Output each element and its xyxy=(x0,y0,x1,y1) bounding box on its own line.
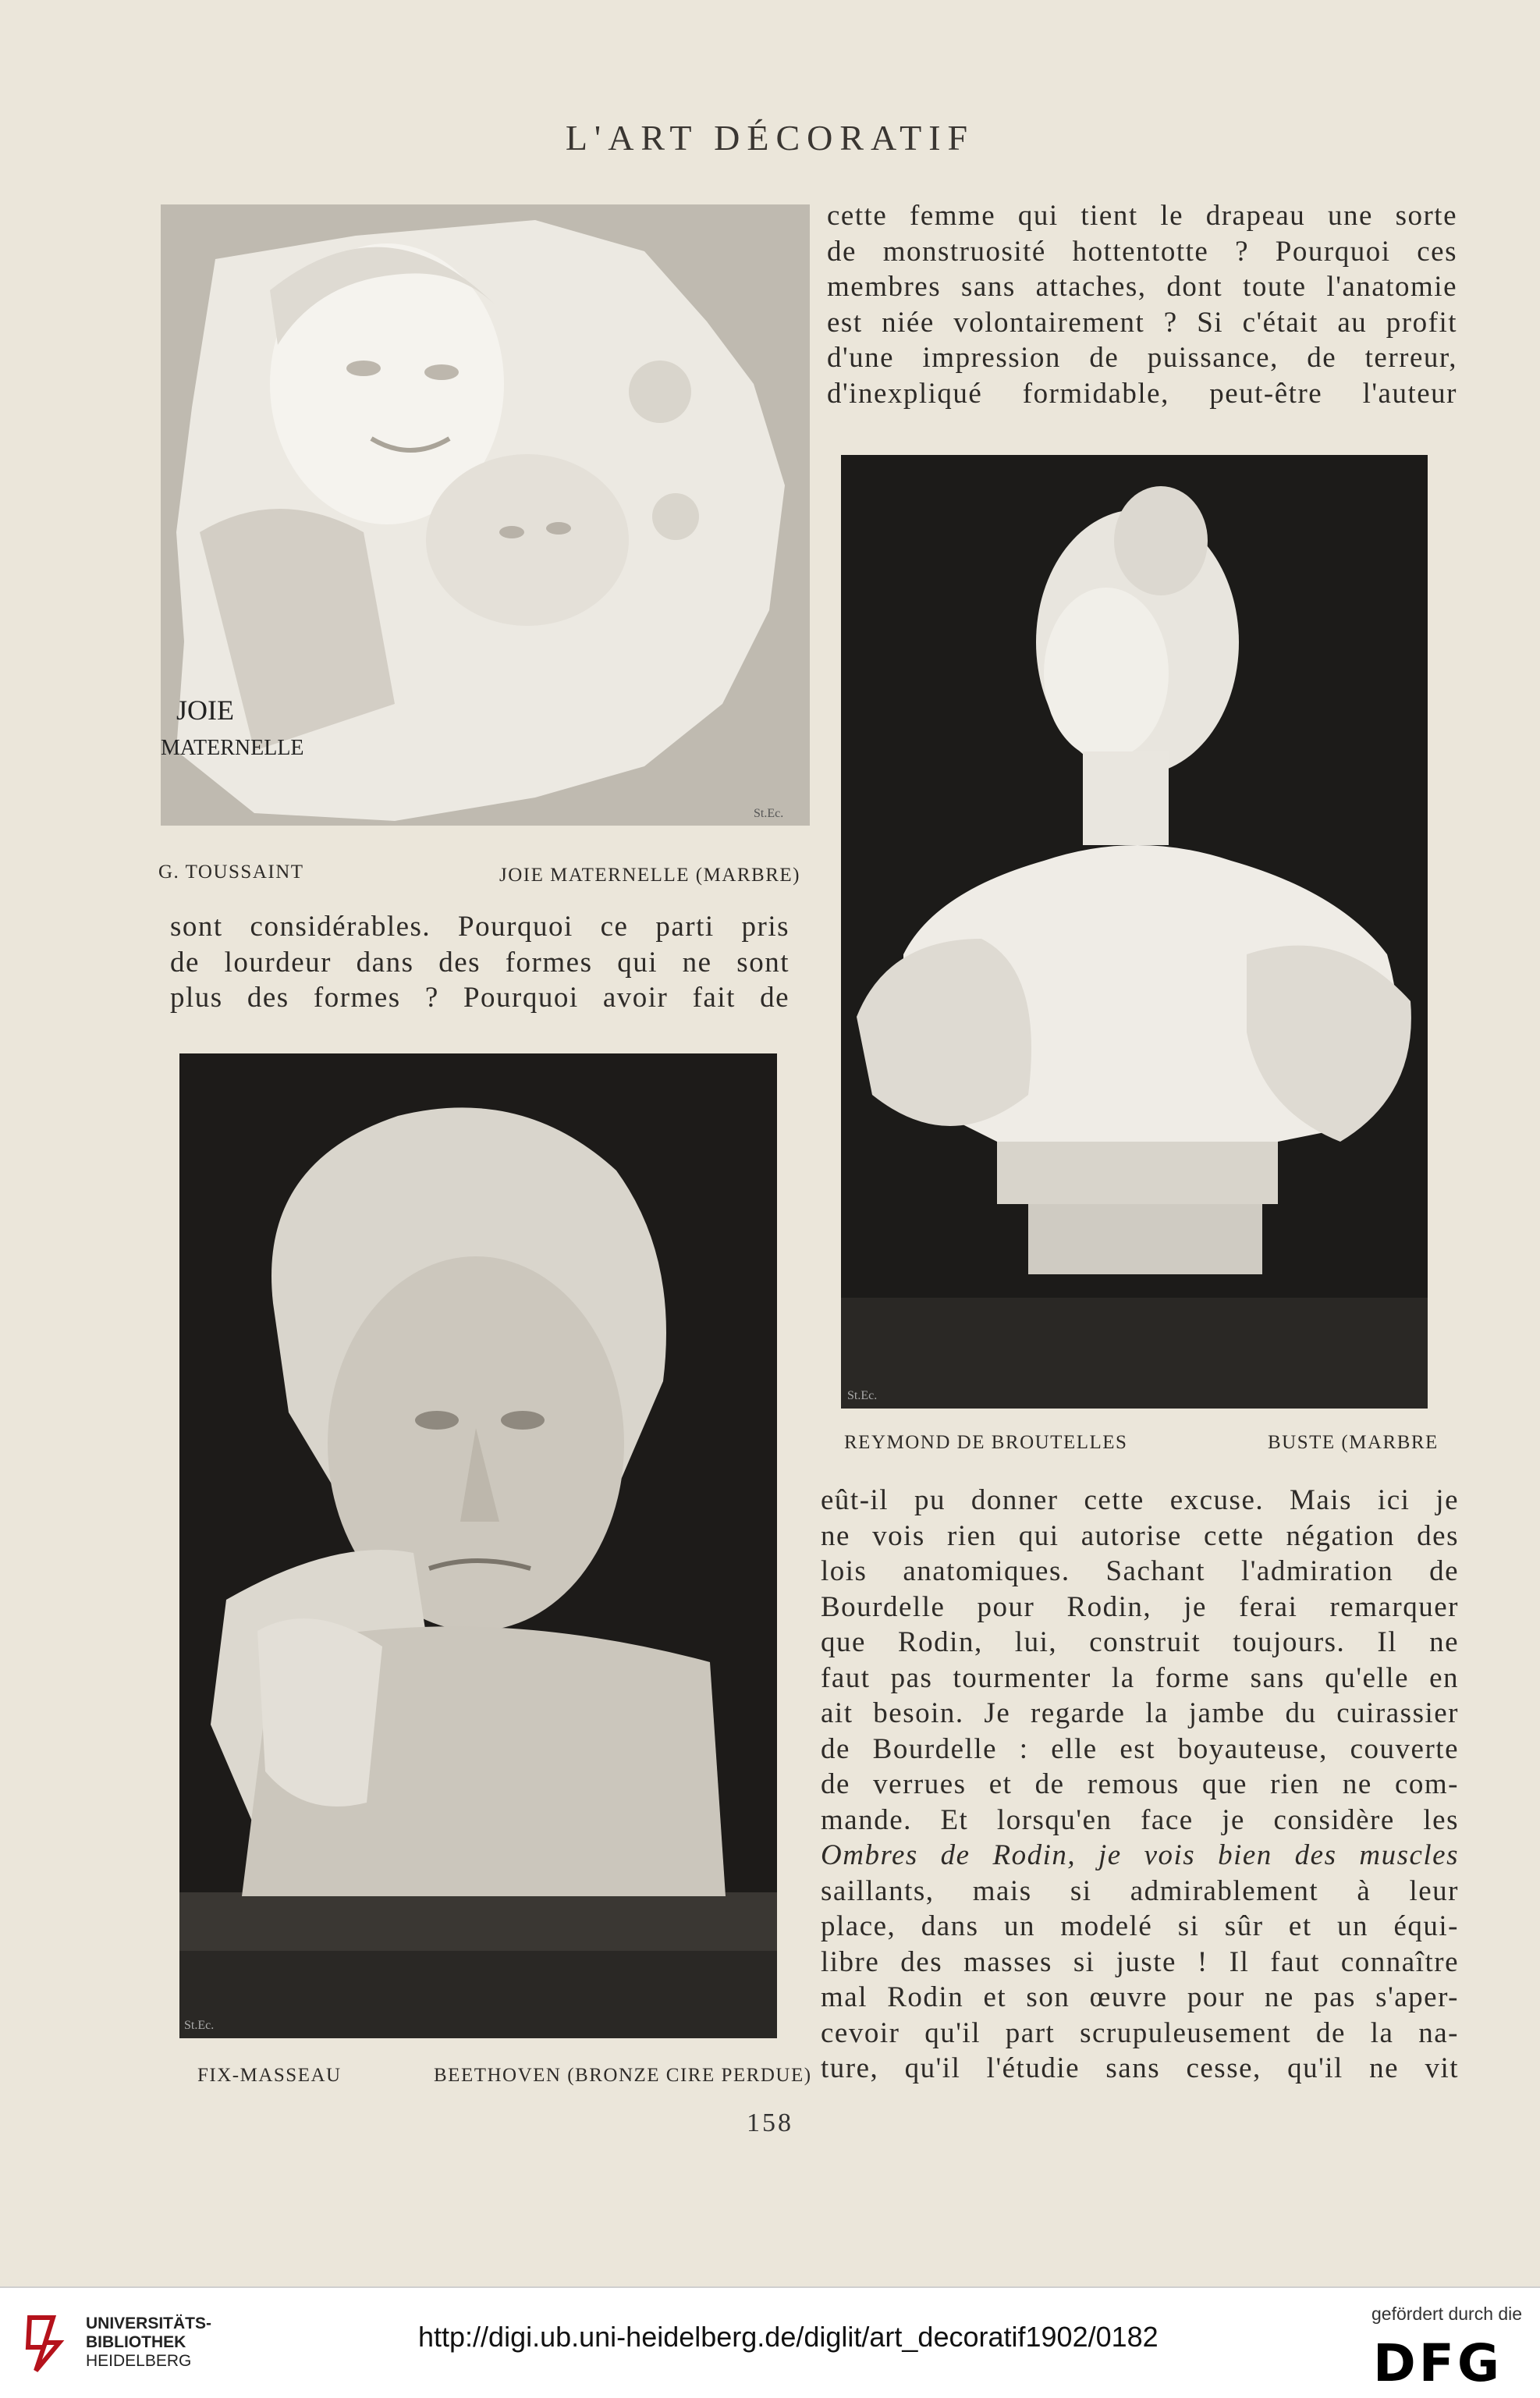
inscription-maternelle: MATERNELLE xyxy=(161,736,304,760)
text-line: cette femme qui tient le drapeau une sorte xyxy=(827,200,1457,232)
text-line: est niée volontairement ? Si c'était au profit xyxy=(827,306,1457,339)
text-line: Ombres de Rodin, je vois bien des muscles xyxy=(821,1839,1459,1871)
library-name-line: UNIVERSITÄTS- xyxy=(86,2315,212,2332)
photo-buste xyxy=(841,455,1428,1409)
text-line: libre des masses si juste ! Il faut connaître xyxy=(821,1945,1459,1978)
photo-beethoven xyxy=(179,1053,777,2038)
caption-artist-fixmasseau: FIX-MASSEAU xyxy=(197,2065,342,2086)
caption-title-buste: BUSTE (MARBRE xyxy=(1268,1432,1439,1453)
text-line: ait besoin. Je regarde la jambe du cuirassier xyxy=(821,1697,1459,1729)
engraver-signature: St.Ec. xyxy=(184,2019,215,2032)
digitization-footer xyxy=(0,2286,1540,2398)
text-line: de lourdeur dans des formes qui ne sont xyxy=(170,946,790,979)
text-line: faut pas tourmenter la forme sans qu'elle en xyxy=(821,1661,1459,1694)
text-line: eût-il pu donner cette excuse. Mais ici je xyxy=(821,1484,1459,1516)
text-line: de Bourdelle : elle est boyauteuse, couverte xyxy=(821,1732,1459,1765)
text-line: mal Rodin et son œuvre pour ne pas s'aper- xyxy=(821,1981,1459,2013)
text-right-bottom xyxy=(821,1483,1459,2087)
text-line: mande. Et lorsqu'en face je considère les xyxy=(821,1803,1459,1836)
caption-artist-broutelles: REYMOND DE BROUTELLES xyxy=(844,1432,1128,1453)
text-line: ture, qu'il l'étudie sans cesse, qu'il ne vit xyxy=(821,2052,1459,2084)
photo-joie-maternelle xyxy=(161,204,810,826)
library-name-line: BIBLIOTHEK xyxy=(86,2333,186,2351)
page-number: 158 xyxy=(747,2108,793,2137)
inscription-joie: JOIE xyxy=(176,695,234,726)
text-line: Bourdelle pour Rodin, je ferai remarquer xyxy=(821,1590,1459,1623)
text-line: de verrues et de remous que rien ne com- xyxy=(821,1768,1459,1800)
caption-title-joie-maternelle: JOIE MATERNELLE (MARBRE) xyxy=(499,865,800,886)
caption-title-beethoven: BEETHOVEN (BRONZE CIRE PERDUE) xyxy=(434,2065,812,2086)
dfg-logo: DFG xyxy=(1373,2333,1503,2393)
permalink-url[interactable]: http://digi.ub.uni-heidelberg.de/diglit/art_decoratif1902/0182 xyxy=(418,2321,1159,2353)
page-header: L'ART DÉCORATIF xyxy=(565,118,975,158)
library-name-line: HEIDELBERG xyxy=(86,2352,192,2370)
text-line: saillants, mais si admirablement à leur xyxy=(821,1874,1459,1907)
funding-label: gefördert durch die xyxy=(1371,2304,1523,2324)
text-line: lois anatomiques. Sachant l'admiration de xyxy=(821,1555,1459,1587)
text-line: sont considérables. Pourquoi ce parti pris xyxy=(170,911,790,943)
text-line: place, dans un modelé si sûr et un équi- xyxy=(821,1910,1459,1942)
engraver-signature: St.Ec. xyxy=(847,1389,878,1402)
text-left-mid xyxy=(170,909,790,1016)
text-line: membres sans attaches, dont toute l'anatomie xyxy=(827,271,1457,303)
text-line: d'inexpliqué formidable, peut-être l'auteur xyxy=(827,377,1457,410)
text-line: cevoir qu'il part scrupuleusement de la na- xyxy=(821,2016,1459,2049)
caption-artist-toussaint: G. TOUSSAINT xyxy=(158,862,304,883)
text-line: plus des formes ? Pourquoi avoir fait de xyxy=(170,982,790,1014)
text-right-top xyxy=(827,198,1457,411)
library-name xyxy=(86,2315,211,2371)
text-line: que Rodin, lui, construit toujours. Il ne xyxy=(821,1626,1459,1658)
university-library-logo-icon xyxy=(22,2311,70,2374)
text-line: d'une impression de puissance, de terreur, xyxy=(827,342,1457,374)
engraver-signature: St.Ec. xyxy=(754,807,784,820)
text-line: de monstruosité hottentotte ? Pourquoi ces xyxy=(827,235,1457,268)
text-line: ne vois rien qui autorise cette négation des xyxy=(821,1519,1459,1552)
